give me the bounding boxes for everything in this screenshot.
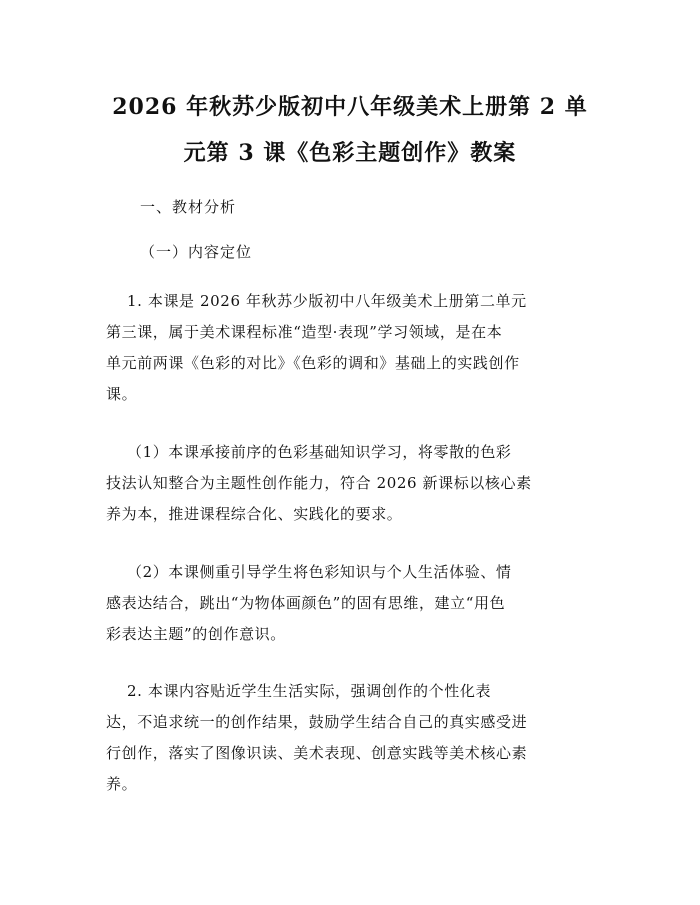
paragraph-line: 养为本，推进课程综合化、实践化的要求。 <box>106 505 403 523</box>
subsection-heading: （一）内容定位 <box>140 243 253 261</box>
paragraph-line: 彩表达主题”的创作意识。 <box>106 625 286 643</box>
paragraph-line: 第三课，属于美术课程标准“造型·表现”学习领域，是在本 <box>106 323 503 341</box>
paragraph-line: （1）本课承接前序的色彩基础知识学习，将零散的色彩 <box>106 443 512 461</box>
paragraph-2 <box>106 437 606 530</box>
section-heading: 一、教材分析 <box>140 198 237 216</box>
document-title-line-1: 2026 年秋苏少版初中八年级美术上册第 2 单 <box>112 94 588 120</box>
paragraph-line: 1. 本课是 2026 年秋苏少版初中八年级美术上册第二单元 <box>106 292 527 310</box>
paragraph-line: 感表达结合，跳出“为物体画颜色”的固有思维，建立“用色 <box>106 594 506 612</box>
paragraph-4 <box>106 676 606 800</box>
paragraph-line: 行创作，落实了图像识读、美术表现、创意实践等美术核心素 <box>106 744 528 762</box>
paragraph-line: 单元前两课《色彩的对比》《色彩的调和》基础上的实践创作 <box>106 354 520 372</box>
paragraph-line: 达，不追求统一的创作结果，鼓励学生结合自己的真实感受进 <box>106 713 528 731</box>
paragraph-line: 养。 <box>106 775 138 793</box>
document-title-line-2: 元第 3 课《色彩主题创作》教案 <box>183 140 517 166</box>
paragraph-line: 课。 <box>106 385 138 403</box>
paragraph-1 <box>106 286 606 410</box>
paragraph-line: （2）本课侧重引导学生将色彩知识与个人生活体验、情 <box>106 563 512 581</box>
paragraph-line: 2. 本课内容贴近学生生活实际，强调创作的个性化表 <box>106 682 492 700</box>
paragraph-line: 技法认知整合为主题性创作能力，符合 2026 新课标以核心素 <box>106 474 532 492</box>
paragraph-3 <box>106 557 606 650</box>
